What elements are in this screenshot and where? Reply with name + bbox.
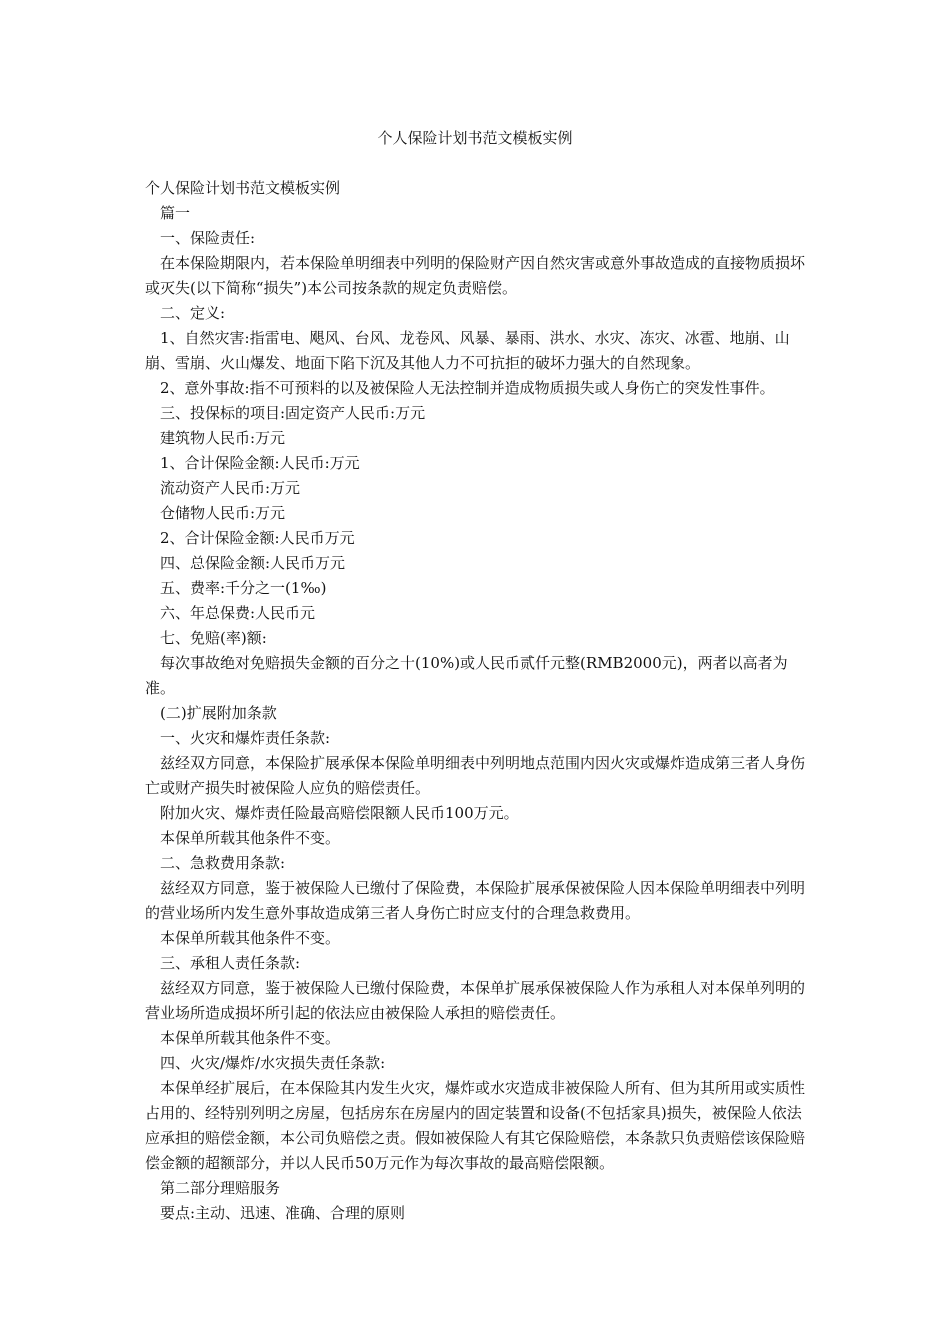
paragraph-liability-text: 在本保险期限内，若本保险单明细表中列明的保险财产因自然灾害或意外事故造成的直接物质损坏或灭失(以下简称“损失”)本公司按条款的规定负责赔偿。 [145, 254, 806, 297]
line-storage: 仓储物人民币:万元 [160, 504, 286, 522]
paragraph-accident: 2、意外事故:指不可预料的以及被保险人无法控制并造成物质损失或人身伤亡的突发性事件。 [160, 379, 775, 397]
line-other-conditions-2: 本保单所载其他条件不变。 [160, 929, 341, 947]
line-current-assets: 流动资产人民币:万元 [160, 479, 301, 497]
document-body [145, 176, 810, 1226]
heading-first-aid: 二、急救费用条款: [160, 854, 286, 872]
heading-insurance-liability: 一、保险责任: [160, 229, 256, 247]
heading-deductible: 七、免赔(率)额: [160, 629, 267, 647]
heading-title-repeat: 个人保险计划书范文模板实例 [145, 179, 341, 197]
heading-definitions: 二、定义: [160, 304, 226, 322]
line-key-points: 要点:主动、迅速、准确、合理的原则 [160, 1204, 406, 1222]
paragraph-fire-explosion: 兹经双方同意，本保险扩展承保本保险单明细表中列明地点范围内因火灾或爆炸造成第三者人身伤亡或财产损失时被保险人应负的赔偿责任。 [145, 754, 806, 797]
heading-tenant-liability: 三、承租人责任条款: [160, 954, 301, 972]
paragraph-tenant-liability: 兹经双方同意，鉴于被保险人已缴付保险费，本保单扩展承保被保险人作为承租人对本保单列明的营业场所造成损坏所引起的依法应由被保险人承担的赔偿责任。 [145, 979, 806, 1022]
line-annual-premium: 六、年总保费:人民币元 [160, 604, 316, 622]
paragraph-first-aid: 兹经双方同意，鉴于被保险人已缴付了保险费，本保险扩展承保被保险人因本保险单明细表中列明的营业场所内发生意外事故造成第三者人身伤亡时应支付的合理急救费用。 [145, 879, 806, 922]
line-other-conditions-1: 本保单所载其他条件不变。 [160, 829, 341, 847]
document-title: 个人保险计划书范文模板实例 [377, 129, 573, 147]
heading-fire-flood-loss: 四、火灾/爆炸/水灾损失责任条款: [160, 1054, 386, 1072]
paragraph-deductible: 每次事故绝对免赔损失金额的百分之十(10%)或人民币贰仟元整(RMB2000元)，两者以高者为准。 [145, 654, 788, 697]
line-fire-limit: 附加火灾、爆炸责任险最高赔偿限额人民币100万元。 [160, 804, 519, 822]
line-other-conditions-3: 本保单所载其他条件不变。 [160, 1029, 341, 1047]
paragraph-natural-disaster: 1、自然灾害:指雷电、飓风、台风、龙卷风、风暴、暴雨、洪水、水灾、冻灾、冰雹、地崩、山崩、雪崩、火山爆发、地面下陷下沉及其他人力不可抗拒的破坏力强大的自然现象。 [145, 329, 790, 372]
line-rate: 五、费率:千分之一(1‰) [160, 579, 327, 597]
heading-extended-clauses: (二)扩展附加条款 [160, 704, 277, 722]
heading-insured-items: 三、投保标的项目:固定资产人民币:万元 [160, 404, 426, 422]
line-buildings: 建筑物人民币:万元 [160, 429, 286, 447]
heading-fire-explosion: 一、火灾和爆炸责任条款: [160, 729, 331, 747]
heading-claims-service: 第二部分理赔服务 [160, 1179, 281, 1197]
paragraph-fire-flood-loss: 本保单经扩展后，在本保险其内发生火灾，爆炸或水灾造成非被保险人所有、但为其所用或实质性占用的、经特别列明之房屋，包括房东在房屋内的固定装置和设备(不包括家具)损失，被保险人依法应承担的赔偿金额，本公司负赔偿之责。假如被保险人有其它保险赔偿，本条款只负责赔偿该保险赔偿金额的超额部分，并以人民币50万元作为每次事故的最高赔偿限额。 [145, 1079, 806, 1172]
line-total-amount-1: 1、合计保险金额:人民币:万元 [160, 454, 360, 472]
section-label-part-one: 篇一 [160, 204, 191, 222]
line-total-amount-2: 2、合计保险金额:人民币万元 [160, 529, 355, 547]
line-grand-total: 四、总保险金额:人民币万元 [160, 554, 346, 572]
